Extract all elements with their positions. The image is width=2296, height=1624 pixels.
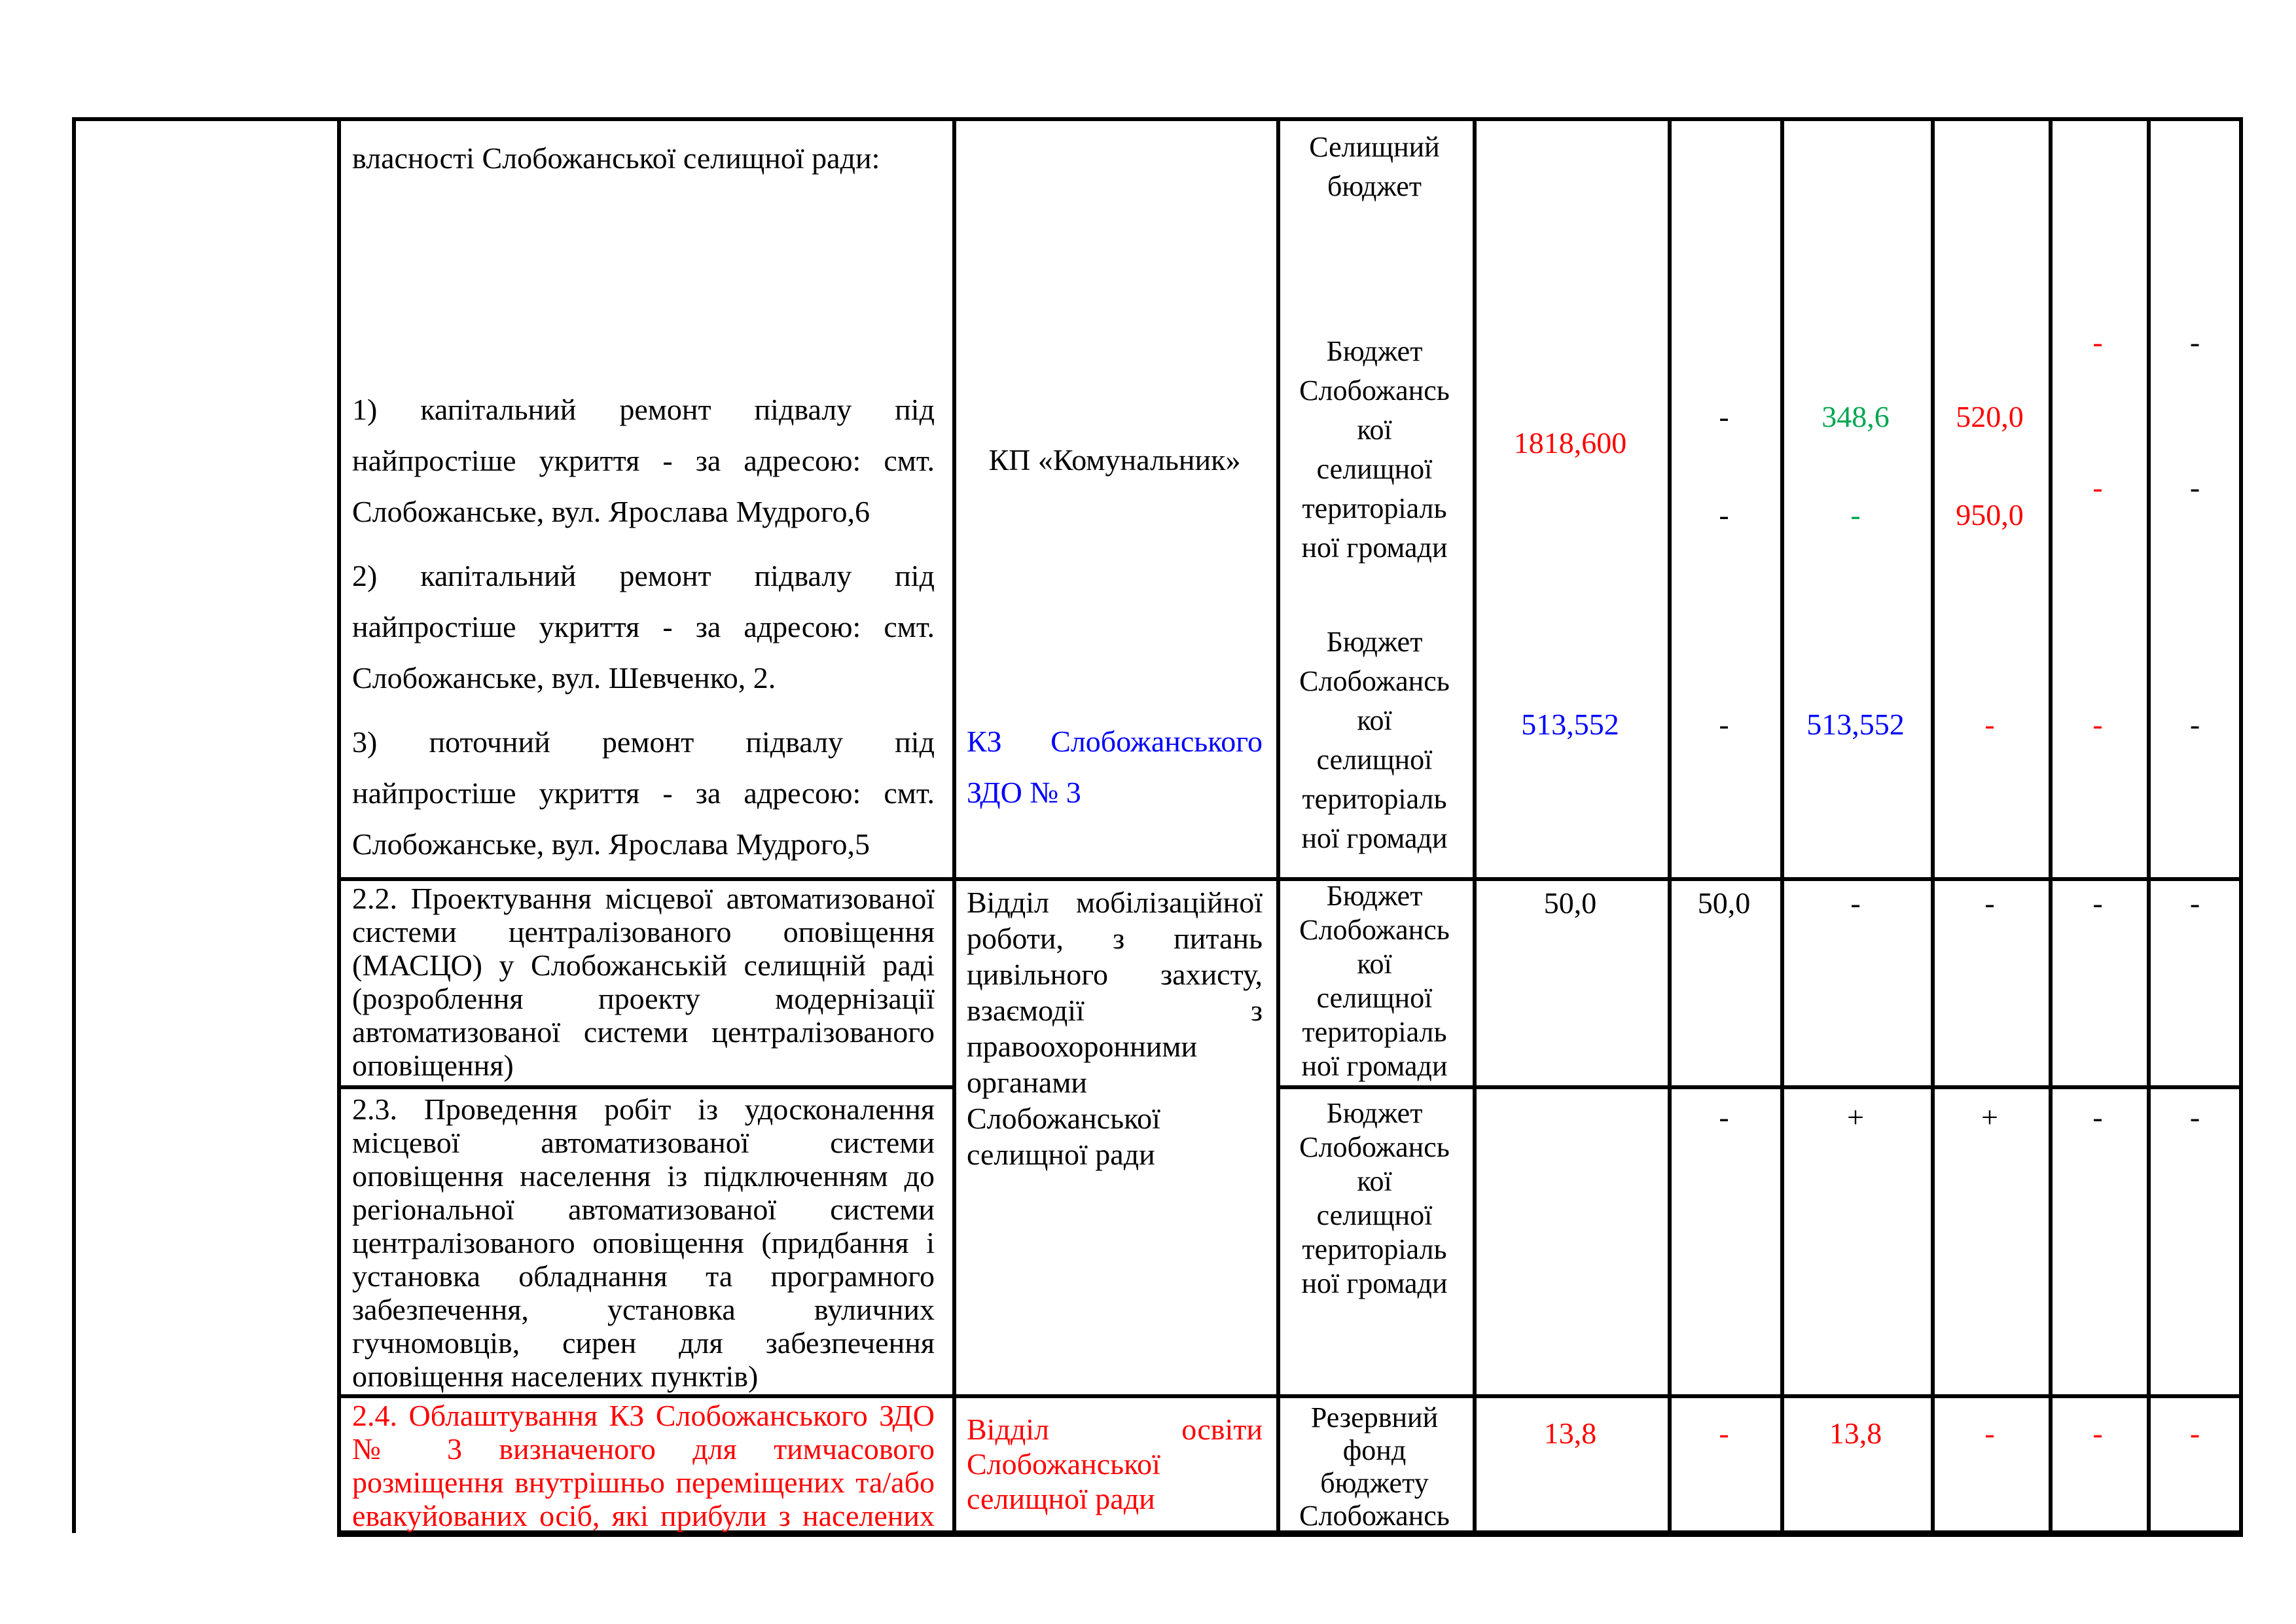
value-r1-i2: - <box>2092 471 2103 504</box>
value-r23-f: - <box>1719 1100 1729 1134</box>
column-line-a-b <box>337 117 341 1537</box>
row-line-top <box>72 117 2243 121</box>
cell-desc-item-3: 3) поточний ремонт підвалу під найпростіше укриття - за адресою: смт. Слобожанське, вул. Ярослава Мудрого,5 <box>352 725 935 861</box>
column-line-d-e <box>1473 117 1477 1537</box>
cell-desc-2-4: 2.4. Облаштування КЗ Слобожанського ЗДО № 3 визначеного для тимчасового розміщення внутрішньо переміщених та/або евакуйованих осіб, які прибули з населених <box>352 1399 935 1532</box>
value-r24-g: 13,8 <box>1829 1416 1882 1450</box>
cell-executor-mobilization-dept: Відділ мобілізаційної роботи, з питань цивільного захисту, взаємодії з правоохоронними органами Слобожанської селищної ради <box>967 886 1263 1171</box>
value-r1-j1: - <box>2189 325 2200 359</box>
value-r1-h3: - <box>1984 708 1995 741</box>
value-r1-f1: - <box>1719 400 1729 433</box>
value-r24-i: - <box>2092 1416 2103 1450</box>
value-r23-g: + <box>1847 1100 1864 1134</box>
cell-desc-item-2: 2) капітальний ремонт підвалу під найпростіше укриття - за адресою: смт. Слобожанське, вул. Шевченко, 2. <box>352 559 935 695</box>
value-r1-h1: 520,0 <box>1956 400 2024 433</box>
column-line-g-h <box>1931 117 1935 1537</box>
value-r23-j: - <box>2189 1100 2200 1134</box>
cell-desc-continued: власності Слобожанської селищної ради: <box>352 141 880 175</box>
value-r1-g3: 513,552 <box>1806 708 1905 741</box>
cell-budget-2-2: Бюджет Слобожансь кої селищної територіаль ної громади <box>1299 880 1450 1082</box>
row-line-r22-r23-b <box>337 1085 952 1089</box>
column-line-f-g <box>1780 117 1784 1537</box>
cell-desc-2-3: 2.3. Проведення робіт із удосконалення місцевої автоматизованої системи оповіщення населення із підключенням до регіональної автоматизованої системи централізованого оповіщення (придбання і установка обладнання та програмного забезпечення, установка вуличних гучномовців, сирен для забезпечення оповіщення населених пунктів) <box>352 1092 935 1393</box>
cell-budget-2-3: Бюджет Слобожансь кої селищної територіаль ної громади <box>1299 1097 1450 1299</box>
row-line-r23-r24 <box>337 1394 2243 1398</box>
value-r22-i: - <box>2092 886 2103 920</box>
value-r1-j2: - <box>2189 471 2200 504</box>
value-r1-f2: - <box>1719 498 1729 532</box>
cell-executor-kz-zdo-3: КЗ Слобожанського ЗДО № 3 <box>967 725 1263 809</box>
cell-budget-settlement: Селищний бюджет <box>1309 131 1440 202</box>
value-r1-f3: - <box>1719 708 1729 741</box>
column-line-e-f <box>1668 117 1672 1537</box>
column-line-b-c <box>952 117 956 1537</box>
value-r1-j3: - <box>2189 708 2200 741</box>
value-r24-h: - <box>1984 1416 1995 1450</box>
value-r24-e: 13,8 <box>1543 1416 1597 1450</box>
value-r24-j: - <box>2189 1416 2200 1450</box>
value-r1-g2: - <box>1850 498 1861 532</box>
value-r1-i1: - <box>2092 325 2103 359</box>
value-r22-g: - <box>1850 886 1861 920</box>
budget-program-table <box>72 117 2243 1537</box>
value-r22-e: 50,0 <box>1543 886 1597 920</box>
value-r1-total-kp: 1818,600 <box>1513 426 1627 460</box>
cell-executor-education-dept: Відділ освіти Слобожанської селищної ради <box>967 1413 1263 1515</box>
value-r22-j: - <box>2189 886 2200 920</box>
value-r1-i3: - <box>2092 708 2103 741</box>
cell-budget-reserve-fund: Резервний фонд бюджету Слобожансь <box>1299 1401 1450 1532</box>
column-line-a-left <box>72 117 76 1533</box>
row-line-r22-r23-d-j <box>1276 1085 2243 1089</box>
cell-desc-2-2: 2.2. Проектування місцевої автоматизованої системи централізованого оповіщення (МАСЦО) у Слобожанській селищній раді (розроблення проекту модернізації автоматизованої системи централізованого оповіщення) <box>352 882 935 1082</box>
cell-executor-kp-komunalnyk: КП «Комунальник» <box>988 443 1241 477</box>
value-r1-total-kz: 513,552 <box>1521 708 1619 741</box>
cell-budget-hromada-1: Бюджет Слобожансь кої селищної територіаль ної громади <box>1299 335 1450 564</box>
value-r23-i: - <box>2092 1100 2103 1134</box>
value-r23-h: + <box>1981 1100 1998 1134</box>
value-r22-h: - <box>1984 886 1995 920</box>
cell-desc-item-1: 1) капітальний ремонт підвалу під найпростіше укриття - за адресою: смт. Слобожанське, вул. Ярослава Мудрого,6 <box>352 393 935 528</box>
value-r1-g1: 348,6 <box>1821 400 1890 433</box>
value-r22-f: 50,0 <box>1697 886 1751 920</box>
cell-budget-hromada-2: Бюджет Слобожансь кої селищної територіаль ної громади <box>1299 626 1450 854</box>
value-r24-f: - <box>1719 1416 1729 1450</box>
value-r1-h2: 950,0 <box>1956 498 2024 532</box>
